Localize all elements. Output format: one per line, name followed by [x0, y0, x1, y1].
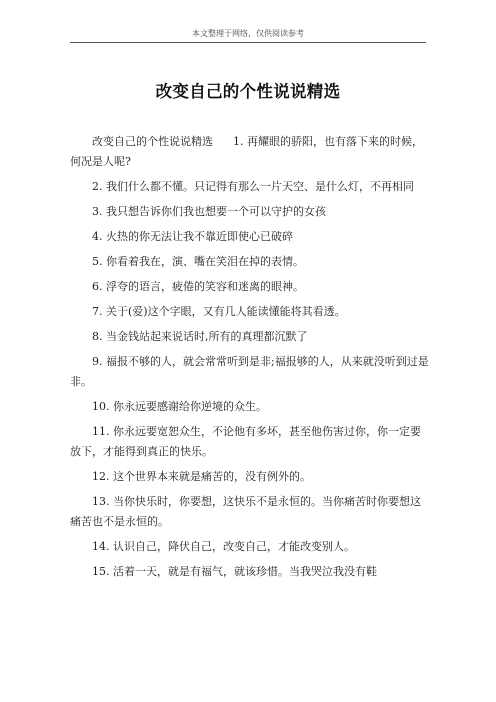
list-item: 12. 这个世界本来就是痛苦的，没有例外的。 — [92, 470, 311, 483]
list-item: 4. 火热的你无法让我不靠近即使心已破碎 — [92, 230, 293, 243]
page-header: 本文整理于网络，仅供阅读参考 — [192, 29, 304, 38]
header-rule — [70, 42, 426, 43]
list-item: 15. 活着一天，就是有福气，就该珍惜。当我哭泣我没有鞋 — [92, 565, 377, 578]
list-item: 9. 福报不够的人，就会常常听到是非;福报够的人，从来就没听到过是非。 — [70, 355, 429, 388]
list-item: 7. 关于(爱)这个字眼，又有几人能读懂能将其看透。 — [92, 305, 346, 318]
list-item: 10. 你永远要感谢给你逆境的众生。 — [92, 400, 267, 413]
document-title: 改变自己的个性说说精选 — [155, 82, 341, 101]
list-item: 13. 当你快乐时，你要想，这快乐不是永恒的。当你痛苦时你要想这痛苦也不是永恒的。 — [70, 495, 421, 528]
list-item: 5. 你看着我在，演、嘴在笑泪在掉的表情。 — [92, 255, 304, 268]
list-item: 2. 我们什么都不懂。只记得有那么一片天空、是什么灯，不再相同 — [92, 180, 414, 193]
list-item: 8. 当金钱站起来说话时,所有的真理都沉默了 — [92, 330, 308, 343]
document-body — [70, 132, 430, 587]
list-item: 11. 你永远要宽恕众生，不论他有多坏，甚至他伤害过你，你一定要放下，才能得到真正的快乐。 — [70, 425, 421, 458]
list-item: 6. 浮夸的语言，疲倦的笑容和迷离的眼神。 — [92, 280, 304, 293]
intro-lead: 改变自己的个性说说精选 — [92, 135, 213, 148]
intro-first-item: 1. 再耀眼的骄阳，也有落下来的时候，何况是人呢? — [70, 135, 423, 168]
list-item: 14. 认识自己，降伏自己，改变自己，才能改变别人。 — [92, 540, 355, 553]
list-item: 3. 我只想告诉你们我也想要一个可以守护的女孩 — [92, 205, 326, 218]
intro-paragraph — [70, 132, 430, 172]
